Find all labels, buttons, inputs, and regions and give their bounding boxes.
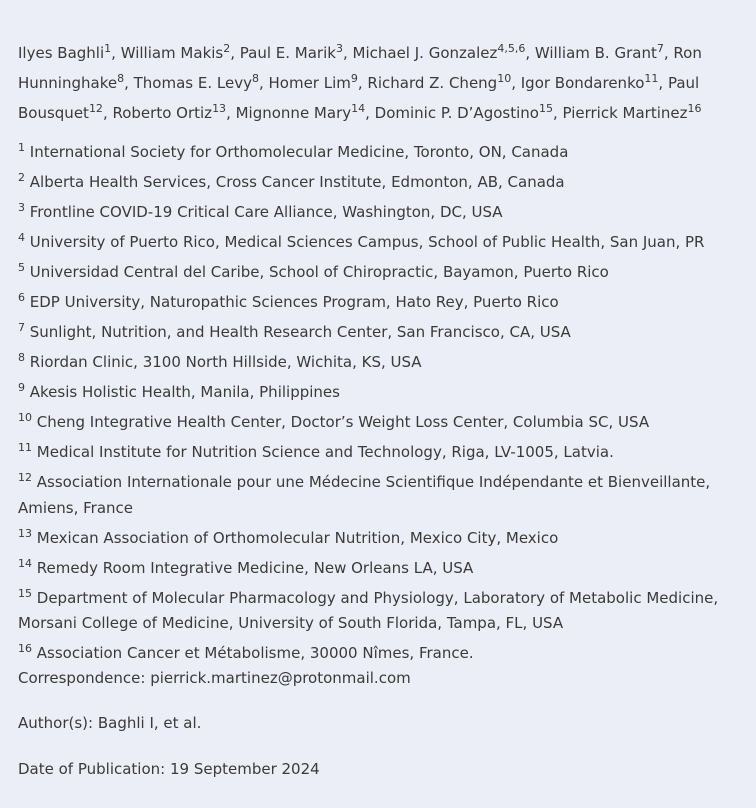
author-affiliation-number: 7 bbox=[656, 42, 664, 55]
affiliation-text: Association Cancer et Métabolisme, 30000 Nîmes, France. bbox=[32, 644, 474, 662]
author-name: Pierrick Martinez bbox=[562, 104, 688, 122]
author-affiliation-number: 16 bbox=[687, 102, 702, 115]
author-name: William B. Grant bbox=[534, 44, 657, 62]
author-list: Ilyes Baghli$^1$, William Makis$^2$, Paul E. Marik$^3$, Michael J. Gonzalez$^{4,5,6}$, William B. Grant$^7$, Ron Hunninghake$^8$, Thomas E. Levy$^8$, Homer Lim$^9$, Richard Z. Cheng$^{10}$, Igor Bondarenko$^{11}$, Paul Bousquet$^{12}$, Roberto Ortiz$^{13}$, Mignonne Mary$^{14}$, Dominic P. D’Agostino$^{15}$, Pierrick Martinez$^{16}$ bbox=[18, 42, 702, 122]
affiliation-item bbox=[18, 410, 738, 436]
affiliation-item bbox=[18, 290, 738, 316]
affiliation-number: 13 bbox=[18, 526, 32, 540]
affiliation-number: 9 bbox=[18, 381, 25, 394]
affiliation-number: 8 bbox=[18, 351, 25, 364]
affiliation-text: Association Internationale pour une Médecine Scientifique Indépendante et Bienveillante, Amiens, France bbox=[18, 473, 711, 517]
affiliation-text: Akesis Holistic Health, Manila, Philippines bbox=[25, 383, 340, 401]
affiliation-number: 2 bbox=[18, 171, 25, 184]
affiliation-text: University of Puerto Rico, Medical Sciences Campus, School of Public Health, San Juan, PR bbox=[25, 233, 705, 251]
author-affiliation-number: 12 bbox=[88, 102, 103, 115]
affiliation-text: Riordan Clinic, 3100 North Hillside, Wichita, KS, USA bbox=[25, 353, 422, 371]
affiliation-number: 14 bbox=[18, 556, 32, 570]
affiliation-number: 15 bbox=[18, 586, 32, 600]
author-affiliation-number: 4,5,6 bbox=[497, 42, 526, 55]
author-affiliation-number: 3 bbox=[335, 42, 343, 55]
affiliation-number: 4 bbox=[18, 231, 25, 244]
author-name: Richard Z. Cheng bbox=[367, 74, 498, 92]
affiliation-text: Sunlight, Nutrition, and Health Research Center, San Francisco, CA, USA bbox=[25, 323, 571, 341]
author-affiliation-number: 2 bbox=[223, 42, 231, 55]
affiliation-text: Medical Institute for Nutrition Science and Technology, Riga, LV-1005, Latvia. bbox=[32, 443, 614, 461]
affiliation-item bbox=[18, 380, 738, 406]
affiliation-text: Universidad Central del Caribe, School of Chiropractic, Bayamon, Puerto Rico bbox=[25, 263, 609, 281]
affiliation-item bbox=[18, 140, 738, 166]
author-name: Michael J. Gonzalez bbox=[352, 44, 498, 62]
author-name: Dominic P. D’Agostino bbox=[374, 104, 539, 122]
author-name: Paul E. Marik bbox=[239, 44, 336, 62]
affiliation-item bbox=[18, 556, 738, 582]
affiliation-item bbox=[18, 526, 738, 552]
affiliation-number: 12 bbox=[18, 471, 32, 484]
author-affiliation-number: 13 bbox=[212, 102, 227, 115]
author-affiliation-number: 8 bbox=[251, 72, 259, 85]
author-affiliation-number: 8 bbox=[117, 72, 125, 85]
author-affiliation-number: 10 bbox=[497, 72, 512, 85]
correspondence bbox=[18, 666, 738, 691]
publication-date: Date of Publication: 19 September 2024 bbox=[18, 760, 320, 778]
affiliation-number: 10 bbox=[18, 411, 32, 424]
affiliation-item bbox=[18, 260, 738, 286]
affiliation-text: Alberta Health Services, Cross Cancer Institute, Edmonton, AB, Canada bbox=[25, 173, 565, 191]
author-name: Roberto Ortiz bbox=[112, 104, 213, 122]
affiliation-text: Remedy Room Integrative Medicine, New Orleans LA, USA bbox=[32, 558, 474, 577]
affiliation-number: 1 bbox=[18, 141, 25, 154]
author-name: Paul Bousquet bbox=[18, 74, 700, 122]
affiliation-item bbox=[18, 470, 738, 521]
affiliation-item bbox=[18, 440, 738, 466]
author-affiliation-number: 15 bbox=[538, 102, 553, 115]
affiliation-item bbox=[18, 230, 738, 256]
correspondence-label: Correspondence: bbox=[18, 669, 151, 687]
affiliation-text: Frontline COVID-19 Critical Care Alliance, Washington, DC, USA bbox=[25, 203, 503, 221]
affiliation-text: EDP University, Naturopathic Sciences Program, Hato Rey, Puerto Rico bbox=[25, 293, 559, 311]
affiliation-text: Cheng Integrative Health Center, Doctor’s Weight Loss Center, Columbia SC, USA bbox=[32, 413, 650, 431]
affiliation-item bbox=[18, 641, 738, 667]
affiliation-item bbox=[18, 200, 738, 226]
affiliation-number: 7 bbox=[18, 321, 25, 334]
affiliation-number: 6 bbox=[18, 291, 25, 304]
author-name: Igor Bondarenko bbox=[520, 74, 645, 92]
author-name: Homer Lim bbox=[268, 74, 351, 92]
correspondence-email-link[interactable]: pierrick.martinez@protonmail.com bbox=[150, 669, 411, 687]
affiliation-number: 3 bbox=[18, 201, 25, 214]
affiliation-list bbox=[18, 140, 738, 667]
affiliation-item bbox=[18, 586, 738, 637]
author-affiliation-number: 11 bbox=[644, 72, 659, 85]
author-name: Mignonne Mary bbox=[235, 104, 352, 122]
author-name: William Makis bbox=[120, 44, 224, 62]
affiliation-text: Mexican Association of Orthomolecular Nutrition, Mexico City, Mexico bbox=[32, 528, 559, 547]
author-name: Ilyes Baghli bbox=[18, 44, 105, 62]
affiliation-item bbox=[18, 320, 738, 346]
author-line: Author(s): Baghli I, et al. bbox=[18, 714, 202, 732]
affiliation-number: 5 bbox=[18, 261, 25, 274]
affiliation-text: International Society for Orthomolecular Medicine, Toronto, ON, Canada bbox=[25, 143, 569, 161]
author-name: Thomas E. Levy bbox=[133, 74, 252, 92]
author-affiliation-number: 14 bbox=[351, 102, 366, 115]
affiliation-number: 11 bbox=[18, 441, 32, 454]
author-affiliation-number: 9 bbox=[350, 72, 358, 85]
affiliation-number: 16 bbox=[18, 642, 32, 655]
affiliation-item bbox=[18, 350, 738, 376]
author-name: Ron Hunninghake bbox=[18, 44, 702, 92]
affiliation-item bbox=[18, 170, 738, 196]
author-affiliation-number: 1 bbox=[104, 42, 112, 55]
affiliation-text: Department of Molecular Pharmacology and Physiology, Laboratory of Metabolic Medicine, Morsani College of Medicine, University of South Florida, Tampa, FL, USA bbox=[18, 588, 719, 632]
